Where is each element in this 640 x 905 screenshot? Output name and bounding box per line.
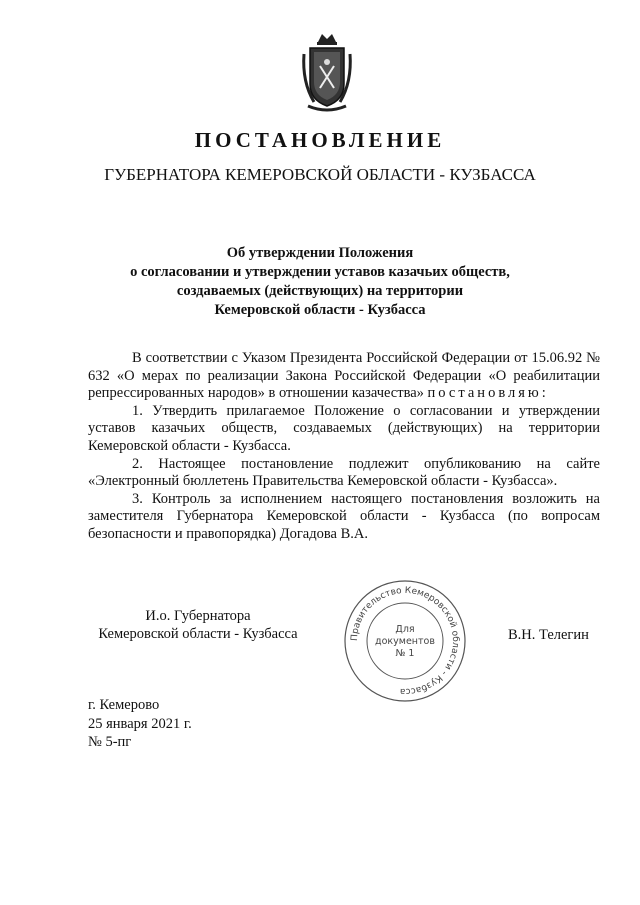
document-footer — [88, 696, 192, 752]
body-item-1: 1. Утвердить прилагаемое Положение о согласовании и утверждении уставов казачьих обществ, создаваемых (действующих) на территории Кемеровской области - Кузбасса. — [88, 402, 600, 454]
preamble-paragraph — [88, 350, 600, 403]
footer-date: 25 января 2021 г. — [88, 715, 192, 732]
stamp-line-1: Для — [395, 624, 415, 635]
document-body — [88, 350, 600, 544]
preamble-text: В соответствии с Указом Президента Российской Федерации от 15.06.92 № 632 «О мерах по реализации Закона Российской Федерации «О реабилитации репрессированных народов» в отношении казачества» — [88, 350, 600, 402]
body-item-2: 2. Настоящее постановление подлежит опубликованию на сайте «Электронный бюллетень Правительства Кемеровской области - Кузбасса». — [88, 455, 600, 490]
official-stamp — [342, 578, 468, 704]
resolves-text: постановляю: — [427, 385, 549, 402]
signatory-name: В.Н. Телегин — [508, 627, 589, 643]
footer-number: № 5-пг — [88, 734, 132, 750]
coat-of-arms-emblem — [300, 32, 354, 112]
stamp-ring-text: Правительство Кемеровской области - Кузбасса — [349, 585, 461, 697]
title-line: Об утверждении Положения — [226, 245, 414, 261]
document-title — [80, 244, 560, 320]
signatory-title — [88, 607, 308, 643]
title-line: Кемеровской области - Кузбасса — [214, 302, 426, 318]
signatory-title-line: И.о. Губернатора — [145, 608, 251, 624]
stamp-line-3: № 1 — [395, 648, 415, 659]
title-line: создаваемых (действующих) на территории — [176, 283, 464, 299]
document-type-heading: ПОСТАНОВЛЕНИЕ — [194, 128, 446, 152]
footer-city: г. Кемерово — [88, 697, 160, 713]
stamp-line-2: документов — [375, 636, 435, 647]
issuer-heading: ГУБЕРНАТОРА КЕМЕРОВСКОЙ ОБЛАСТИ - КУЗБАССА — [104, 165, 536, 184]
title-line: о согласовании и утверждении уставов казачьих обществ, — [130, 264, 510, 280]
signatory-title-line: Кемеровской области - Кузбасса — [98, 626, 298, 642]
body-item-3: 3. Контроль за исполнением настоящего постановления возложить на заместителя Губернатора Кемеровской области - Кузбасса (по вопросам безопасности и правопорядка) Догадова В.А. — [88, 490, 600, 542]
